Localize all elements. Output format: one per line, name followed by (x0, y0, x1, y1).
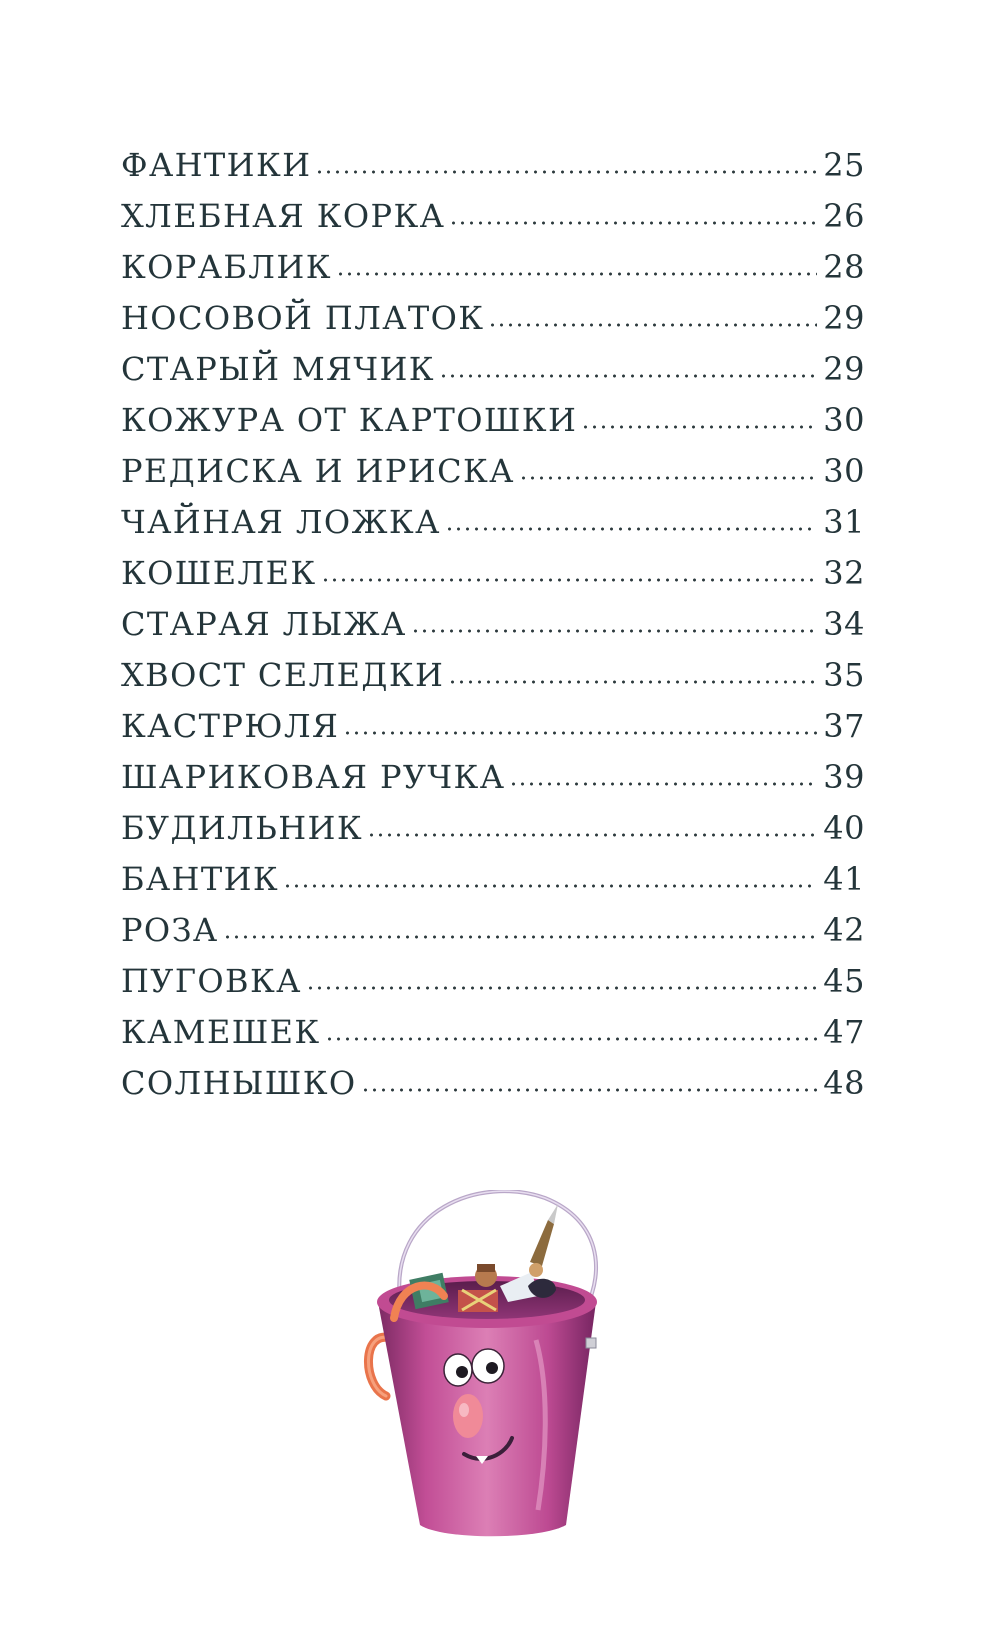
toc-entry[interactable] (121, 191, 865, 242)
dot-leader (325, 1037, 818, 1041)
toc-entry-page: 30 (823, 452, 865, 490)
dot-leader (449, 221, 817, 225)
toc-entry-title: ПУГОВКА (121, 962, 302, 1000)
toc-entry[interactable] (121, 599, 865, 650)
dot-leader (445, 527, 818, 531)
toc-entry[interactable] (121, 548, 865, 599)
toc-entry-page: 37 (823, 707, 865, 745)
toc-entry[interactable] (121, 803, 865, 854)
toc-entry-title: КОШЕЛЕК (121, 554, 317, 592)
dot-leader (343, 731, 817, 735)
toc-entry-page: 45 (823, 962, 865, 1000)
dot-leader (223, 935, 818, 939)
toc-entry[interactable] (121, 956, 865, 1007)
toc-entry[interactable] (121, 344, 865, 395)
toc-entry-title: ХЛЕБНАЯ КОРКА (121, 197, 446, 235)
toc-entry-title: СОЛНЫШКО (121, 1064, 357, 1102)
toc-entry[interactable] (121, 752, 865, 803)
toc-entry-page: 32 (823, 554, 865, 592)
toc-entry-title: СТАРАЯ ЛЫЖА (121, 605, 407, 643)
toc-entry-page: 48 (823, 1064, 865, 1102)
toc-entry-title: НОСОВОЙ ПЛАТОК (121, 299, 485, 337)
dot-leader (283, 884, 817, 888)
dot-leader (321, 578, 818, 582)
toc-entry[interactable] (121, 140, 865, 191)
toc-entry-title: КАСТРЮЛЯ (121, 707, 340, 745)
toc-entry[interactable] (121, 395, 865, 446)
bucket-with-face-icon (360, 1190, 650, 1550)
toc-entry-page: 28 (823, 248, 865, 286)
toc-entry[interactable] (121, 293, 865, 344)
dot-leader (336, 272, 817, 276)
toc-entry-page: 42 (823, 911, 865, 949)
dot-leader (367, 833, 817, 837)
toc-entry[interactable] (121, 497, 865, 548)
toc-entry-page: 35 (823, 656, 865, 694)
toc-entry[interactable] (121, 905, 865, 956)
toc-entry-title: БУДИЛЬНИК (121, 809, 364, 847)
toc-entry-title: КОЖУРА ОТ КАРТОШКИ (121, 401, 578, 439)
toc-entry-page: 41 (823, 860, 865, 898)
toc-entry-title: ХВОСТ СЕЛЕДКИ (121, 656, 445, 694)
toc-entry-page: 40 (823, 809, 865, 847)
toc-entry-page: 30 (823, 401, 865, 439)
toc-entry-page: 47 (823, 1013, 865, 1051)
table-of-contents (121, 140, 865, 1109)
dot-leader (581, 425, 817, 429)
dot-leader (306, 986, 818, 990)
dot-leader (509, 782, 817, 786)
toc-entry-title: БАНТИК (121, 860, 280, 898)
toc-entry-title: КАМЕШЕК (121, 1013, 321, 1051)
toc-entry-title: ФАНТИКИ (121, 146, 312, 184)
toc-entry-title: РЕДИСКА И ИРИСКА (121, 452, 515, 490)
dot-leader (519, 476, 818, 480)
toc-entry-title: СТАРЫЙ МЯЧИК (121, 350, 435, 388)
toc-entry-page: 39 (823, 758, 865, 796)
toc-entry-page: 29 (823, 350, 865, 388)
toc-entry-title: ШАРИКОВАЯ РУЧКА (121, 758, 506, 796)
dot-leader (361, 1088, 818, 1092)
toc-entry[interactable] (121, 650, 865, 701)
toc-entry-page: 34 (823, 605, 865, 643)
dot-leader (315, 170, 817, 174)
toc-entry-page: 31 (823, 503, 865, 541)
toc-entry-title: ЧАЙНАЯ ЛОЖКА (121, 503, 441, 541)
toc-entry[interactable] (121, 446, 865, 497)
toc-entry[interactable] (121, 701, 865, 752)
dot-leader (439, 374, 817, 378)
toc-entry-page: 26 (823, 197, 865, 235)
toc-entry-page: 25 (823, 146, 865, 184)
dot-leader (448, 680, 817, 684)
toc-entry[interactable] (121, 1058, 865, 1109)
toc-entry-title: РОЗА (121, 911, 219, 949)
toc-entry[interactable] (121, 1007, 865, 1058)
toc-entry-page: 29 (823, 299, 865, 337)
bucket-illustration (360, 1190, 650, 1550)
dot-leader (411, 629, 818, 633)
toc-entry-title: КОРАБЛИК (121, 248, 332, 286)
toc-entry[interactable] (121, 242, 865, 293)
toc-entry[interactable] (121, 854, 865, 905)
dot-leader (488, 323, 817, 327)
